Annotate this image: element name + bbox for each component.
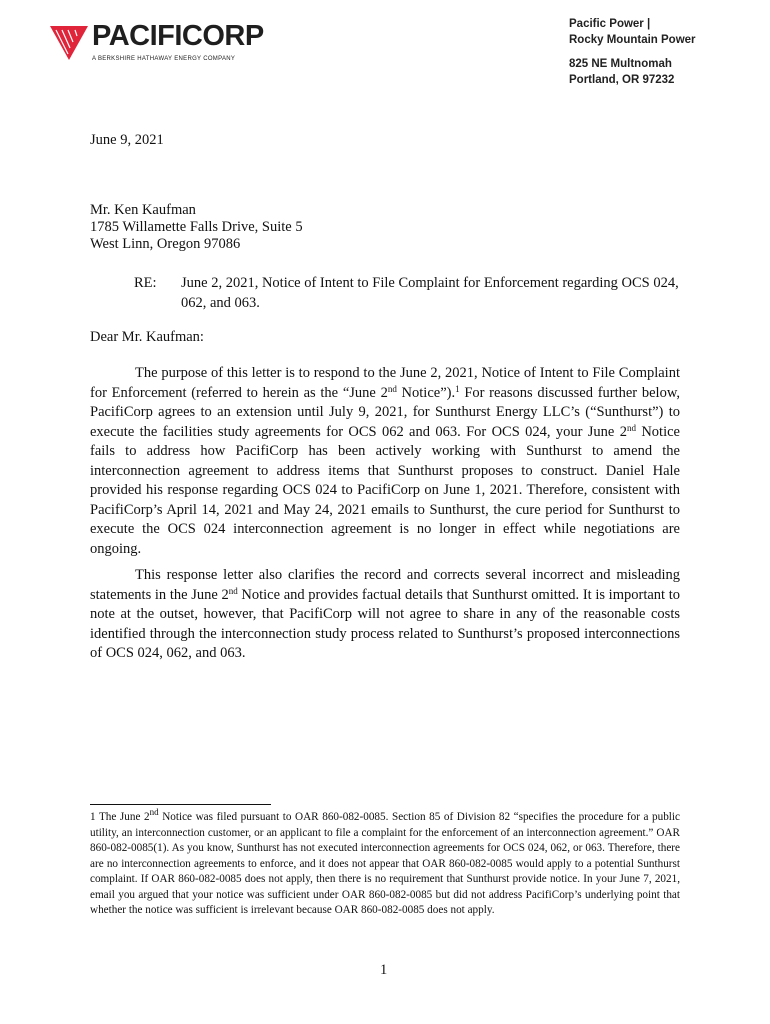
letter-date: June 9, 2021 (90, 132, 164, 148)
p1-text-a: The purpose of this letter is to respond to the June 2, 2021, Notice of Intent to File Complaint for Enforcement (referred to herein as the “June 2 (90, 365, 680, 401)
recipient-line: 1785 Willamette Falls Drive, Suite 5 (90, 219, 303, 235)
footnote-text-a: 1 The June 2 (90, 811, 150, 823)
pacificorp-logo (48, 18, 308, 68)
recipient-line: West Linn, Oregon 97086 (90, 236, 241, 252)
re-subject: June 2, 2021, Notice of Intent to File Complaint for Enforcement regarding OCS 024, 062, and 063. (181, 275, 679, 311)
recipient-address (90, 201, 303, 252)
p1-sup-2: nd (626, 422, 636, 433)
salutation: Dear Mr. Kaufman: (90, 329, 204, 345)
company-line: Rocky Mountain Power (569, 34, 696, 46)
footnote (90, 807, 680, 919)
footnote-divider (90, 804, 271, 805)
address-line: Portland, OR 97232 (569, 74, 675, 86)
footnote-text-b: Notice was filed pursuant to OAR 860-082-0085. Section 85 of Division 82 “specifies the procedure for a public utility, an interconnection customer, or an applicant to file a complaint for the enforcement of an interconnection agreement.” OAR 860-082-0085(1). As you know, Sunthurst has not executed interconnection agreements for OCS 024, 062, or 063. Therefore, there are no interconnection agreements to enforce, and it does not appear that OAR 860-082-0085 would apply to a potential Sunthurst complaint. If OAR 860-082-0085 does not apply, then there is no requirement that Sunthurst provide notice. In your June 7, 2021, email you argued that your notice was sufficient under OAR 860-082-0085 but did not address PacifiCorp’s underlying point that whether the notice was sufficient is irrelevant because OAR 860-082-0085 does not apply. (90, 811, 680, 916)
p2-sup: nd (228, 585, 238, 596)
recipient-line: Mr. Ken Kaufman (90, 202, 196, 218)
p1-text-b: Notice”). (396, 384, 456, 401)
re-label: RE: (134, 275, 157, 291)
company-address-block (569, 16, 696, 88)
logo-tagline: A BERKSHIRE HATHAWAY ENERGY COMPANY (92, 56, 236, 62)
body-paragraph-2 (90, 566, 680, 664)
p1-text-c: For reasons discussed further below, PacifiCorp agrees to an extension until July 9, 2021, for Sunthurst Energy LLC’s (“Sunthurst”) to execute the facilities study agreements for OCS 062 and 063. For OCS 024, your June 2 (90, 384, 680, 440)
page-number: 1 (380, 962, 388, 978)
logo-mark-icon (48, 20, 92, 64)
p1-sup-1: nd (387, 383, 397, 394)
logo-wordmark: PACIFICORP (92, 20, 264, 52)
body-paragraph-1 (90, 364, 680, 559)
address-line: 825 NE Multnomah (569, 58, 672, 70)
footnote-sup: nd (149, 807, 159, 817)
footnote-reference: 1 (455, 383, 460, 394)
company-line: Pacific Power | (569, 18, 651, 30)
p2-text-b: Notice and provides factual details that Sunthurst omitted. It is important to note at the outset, however, that PacifiCorp will not agree to share in any of the reasonable costs identified through the interconnection study process related to Sunthurst’s proposed interconnections of OCS 024, 062, and 063. (90, 586, 681, 661)
p1-text-d: Notice fails to address how PacifiCorp has been actively working with Sunthurst to amend the interconnection agreement to address items that Sunthurst proposes to construct. Daniel Hale provided his response regarding OCS 024 to PacifiCorp on June 1, 2021. Therefore, consistent with PacifiCorp’s April 14, 2021 and May 24, 2021 emails to Sunthurst, the cure period for Sunthurst to execute the OCS 024 interconnection agreement is no longer in effect while negotiations are ongoing. (90, 423, 680, 557)
p2-text-a: This response letter also clarifies the record and corrects several incorrect and misleading statements in the June 2 (90, 567, 680, 603)
